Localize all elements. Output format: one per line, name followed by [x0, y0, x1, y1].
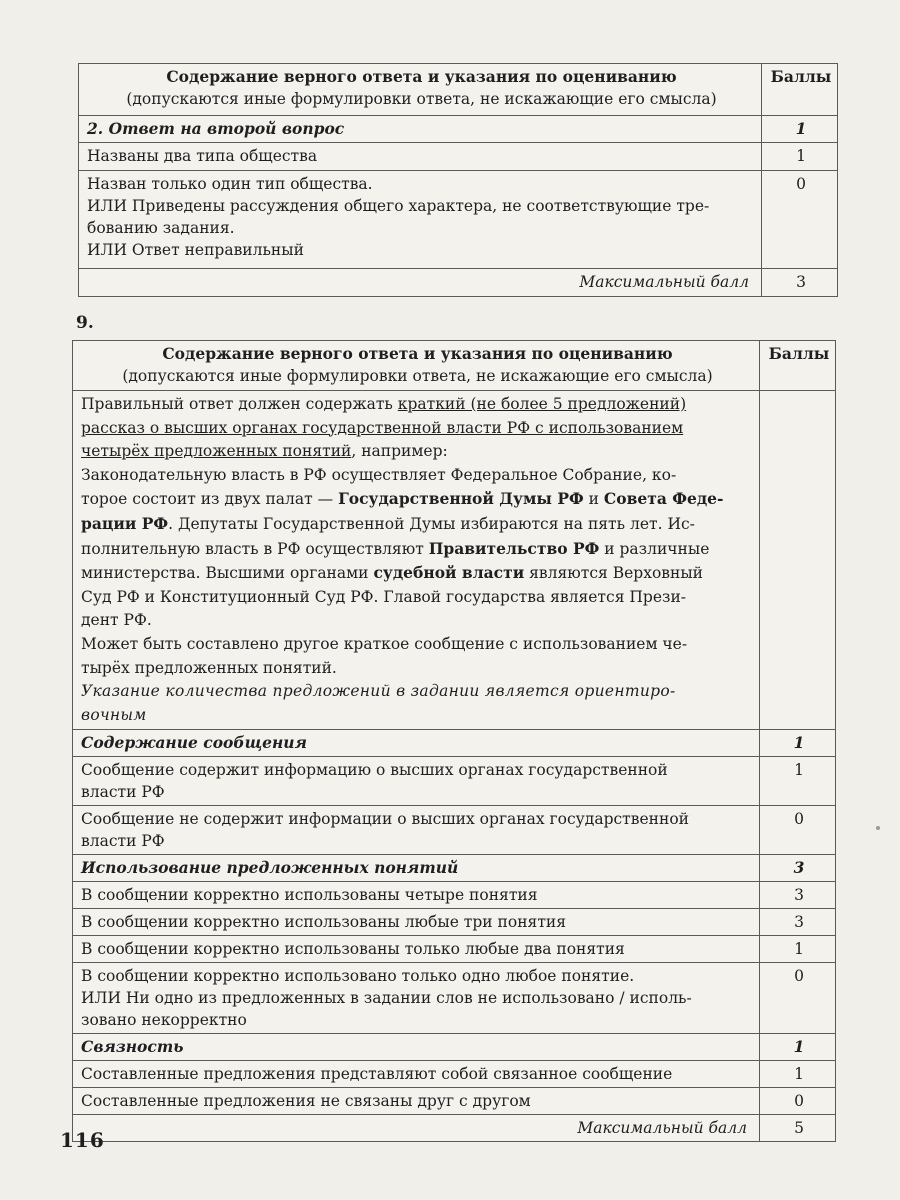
- criterion-line: зовано некорректно: [81, 1011, 247, 1030]
- answer-score-empty: [760, 391, 836, 730]
- answer-row: [73, 391, 836, 730]
- section-score: 1: [760, 1034, 836, 1061]
- key-term: Совета Феде-: [603, 489, 724, 509]
- section-label: Использование предложенных понятий: [73, 855, 760, 882]
- answer-underlined: краткий (не более 5 предложений): [397, 395, 687, 413]
- key-term: Государственной Думы РФ: [338, 489, 584, 509]
- criterion-line: Сообщение не содержит информации о высших органах государственной: [81, 810, 689, 829]
- criterion-score: 1: [760, 936, 836, 963]
- criterion-row: [79, 171, 838, 269]
- criterion-text: [73, 806, 760, 855]
- note-line: Указание количества предложений в задании является ориентиро-: [81, 682, 676, 701]
- header-subtitle: (допускаются иные формулировки ответа, не искажающие его смысла): [122, 367, 713, 385]
- criterion-score: 0: [760, 1088, 836, 1115]
- max-score-row: [73, 1115, 836, 1142]
- note-line: вочным: [81, 705, 147, 724]
- alternative-line: тырёх предложенных понятий.: [81, 658, 337, 677]
- section-score: 1: [762, 116, 838, 143]
- criterion-line: Назван только один тип общества.: [87, 175, 373, 193]
- criterion-line: Названы два типа общества: [87, 147, 318, 165]
- max-score-row: [79, 269, 838, 297]
- scoring-table-question-9: [72, 340, 836, 1142]
- max-score-label: Максимальный балл: [73, 1115, 760, 1142]
- section-row: [73, 730, 836, 757]
- example-line: министерства. Высшими органами судебной власти являются Верховный: [81, 563, 703, 583]
- criterion-score: 1: [760, 1061, 836, 1088]
- criterion-text: [73, 1088, 760, 1115]
- criterion-line: В сообщении корректно использованы только любые два понятия: [81, 940, 625, 959]
- criterion-row: [73, 909, 836, 936]
- header-title: Содержание верного ответа и указания по оцениванию: [162, 344, 673, 363]
- criterion-line: власти РФ: [81, 832, 165, 851]
- criterion-row: [73, 882, 836, 909]
- criterion-text: [73, 882, 760, 909]
- criterion-text: [73, 963, 760, 1034]
- section-row: [73, 1034, 836, 1061]
- header-title: Содержание верного ответа и указания по оцениванию: [166, 67, 677, 86]
- criterion-text: [73, 936, 760, 963]
- answer-text-span: Правильный ответ должен содержать: [81, 395, 398, 413]
- table-header-row: [79, 64, 838, 116]
- table-header-criteria: [73, 341, 760, 391]
- criterion-row: [73, 806, 836, 855]
- criterion-text: [73, 757, 760, 806]
- answer-text: [73, 391, 760, 730]
- criterion-score: 0: [762, 171, 838, 269]
- section-row: [73, 855, 836, 882]
- criterion-line: Составленные предложения представляют собой связанное сообщение: [81, 1065, 673, 1084]
- section-label: Содержание сообщения: [73, 730, 760, 757]
- criterion-line: Составленные предложения не связаны друг с другом: [81, 1092, 531, 1111]
- criterion-text: [73, 1061, 760, 1088]
- criterion-line: ИЛИ Приведены рассуждения общего характера, не соответствующие тре-: [87, 197, 710, 215]
- criterion-row: [73, 757, 836, 806]
- page-number: 116: [60, 1128, 105, 1152]
- section-row: [79, 116, 838, 143]
- criterion-row: [73, 1061, 836, 1088]
- criterion-row: [73, 963, 836, 1034]
- criterion-score: 3: [760, 882, 836, 909]
- criterion-row: [79, 143, 838, 171]
- criterion-text: [73, 909, 760, 936]
- header-score-label: Баллы: [760, 341, 836, 391]
- example-line: Суд РФ и Конституционный Суд РФ. Главой государства является Прези-: [81, 587, 687, 606]
- criterion-score: 0: [760, 806, 836, 855]
- criterion-line: ИЛИ Ответ неправильный: [87, 241, 304, 259]
- alternative-line: Может быть составлено другое краткое сообщение с использованием че-: [81, 634, 688, 653]
- example-line: Законодательную власть в РФ осуществляет Федеральное Собрание, ко-: [81, 465, 677, 484]
- criterion-text: [79, 143, 762, 171]
- criterion-line: В сообщении корректно использованы любые три понятия: [81, 913, 567, 932]
- section-score: 3: [760, 855, 836, 882]
- header-subtitle: (допускаются иные формулировки ответа, не искажающие его смысла): [126, 90, 717, 108]
- scoring-table-question-8: [78, 63, 838, 297]
- table-header-row: [73, 341, 836, 391]
- criterion-row: [73, 936, 836, 963]
- criterion-line: Сообщение содержит информацию о высших органах государственной: [81, 761, 668, 780]
- max-score-value: 3: [762, 269, 838, 297]
- criterion-line: ИЛИ Ни одно из предложенных в задании слов не использовано / исполь-: [81, 989, 692, 1008]
- key-term: судебной власти: [373, 563, 525, 583]
- example-line: рации РФ. Депутаты Государственной Думы избираются на пять лет. Ис-: [81, 513, 695, 533]
- key-term: Правительство РФ: [428, 538, 600, 558]
- section-label: 2. Ответ на второй вопрос: [79, 116, 762, 143]
- max-score-label: Максимальный балл: [79, 269, 762, 297]
- answer-intro: [81, 393, 754, 417]
- criterion-score: 1: [762, 143, 838, 171]
- criterion-score: 0: [760, 963, 836, 1034]
- criterion-line: бованию задания.: [87, 219, 235, 237]
- criterion-score: 1: [760, 757, 836, 806]
- answer-underlined: четырёх предложенных понятий: [81, 442, 352, 461]
- criterion-row: [73, 1088, 836, 1115]
- answer-text-span: , например:: [351, 442, 448, 461]
- answer-underlined: рассказ о высших органах государственной власти РФ с использованием: [81, 418, 684, 437]
- example-line: торое состоит из двух палат — Государственной Думы РФ и Совета Феде-: [81, 489, 724, 509]
- section-label: Связность: [73, 1034, 760, 1061]
- question-number: 9.: [76, 313, 94, 333]
- example-line: полнительную власть в РФ осуществляют Правительство РФ и различные: [81, 538, 710, 558]
- criterion-line: В сообщении корректно использовано только одно любое понятие.: [81, 967, 635, 986]
- criterion-score: 3: [760, 909, 836, 936]
- table-header-criteria: [79, 64, 762, 116]
- section-score: 1: [760, 730, 836, 757]
- key-term: рации РФ: [81, 513, 169, 533]
- criterion-line: В сообщении корректно использованы четыре понятия: [81, 886, 538, 905]
- header-score-label: Баллы: [762, 64, 838, 116]
- criterion-line: власти РФ: [81, 783, 165, 802]
- criterion-text: [79, 171, 762, 269]
- print-speck: [876, 826, 880, 830]
- max-score-value: 5: [760, 1115, 836, 1142]
- example-line: дент РФ.: [81, 611, 152, 630]
